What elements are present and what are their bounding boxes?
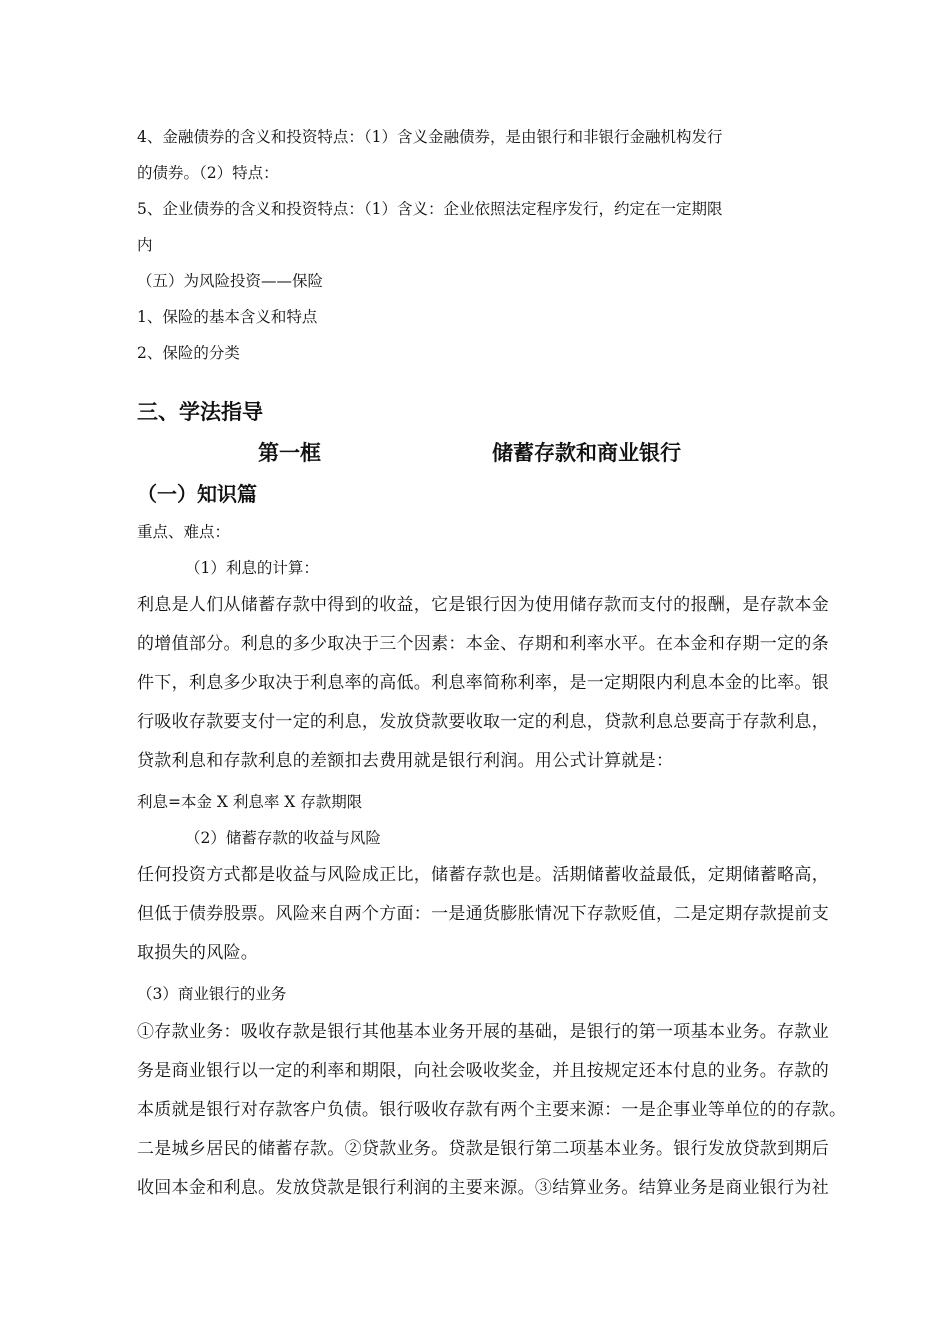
- item3-paragraph-line: 收回本金和利息。发放贷款是银行利润的主要来源。③结算业务。结算业务是商业银行为社: [137, 1178, 829, 1198]
- item1-heading: （1）利息的计算：: [185, 559, 319, 577]
- text-line-financial-bond-cont: 的债券。（2）特点：: [137, 164, 279, 182]
- item1-paragraph-line: 利息是人们从储蓄存款中得到的收益，它是银行因为使用储存款而支付的报酬，是存款本金: [137, 595, 829, 615]
- item1-paragraph-line: 贷款利息和存款利息的差额扣去费用就是银行利润。用公式计算就是：: [137, 751, 674, 771]
- frame-title: 储蓄存款和商业银行: [492, 441, 681, 465]
- text-line-insurance-meaning: 1、保险的基本含义和特点: [137, 308, 318, 326]
- text-line-insurance-types: 2、保险的分类: [137, 344, 240, 362]
- frame-part-label: 第一框: [258, 441, 321, 465]
- item3-heading: （3）商业银行的业务: [137, 985, 287, 1003]
- item1-paragraph-line: 件下，利息多少取决于利息率的高低。利息率简称利率，是一定期限内利息本金的比率。银: [137, 673, 829, 693]
- text-line-corporate-bond: 5、企业债券的含义和投资特点：（1）含义：企业依照法定程序发行，约定在一定期限: [137, 200, 723, 218]
- item1-paragraph-line: 行吸收存款要支付一定的利息，发放贷款要收取一定的利息，贷款利息总要高于存款利息，: [137, 712, 829, 732]
- text-line-corporate-bond-cont: 内: [137, 236, 153, 254]
- section-heading: 三、学法指导: [137, 400, 263, 424]
- text-line-financial-bond: 4、金融债券的含义和投资特点：（1）含义金融债券，是由银行和非银行金融机构发行: [137, 128, 723, 146]
- item3-paragraph-line: 本质就是银行对存款客户负债。银行吸收存款有两个主要来源：一是企事业等单位的的存款。: [137, 1100, 847, 1120]
- focus-label: 重点、难点：: [137, 523, 231, 541]
- item2-paragraph-line: 取损失的风险。: [137, 943, 259, 963]
- item3-paragraph-line: ①存款业务：吸收存款是银行其他基本业务开展的基础，是银行的第一项基本业务。存款业: [137, 1022, 829, 1042]
- item1-paragraph-line: 的增值部分。利息的多少取决于三个因素：本金、存期和利率水平。在本金和存期一定的条: [137, 634, 829, 654]
- item3-paragraph-line: 二是城乡居民的储蓄存款。②贷款业务。贷款是银行第二项基本业务。银行发放贷款到期后: [137, 1139, 829, 1159]
- item2-paragraph-line: 但低于债券股票。风险来自两个方面：一是通货膨胀情况下存款贬值，二是定期存款提前支: [137, 904, 829, 924]
- item3-paragraph-line: 务是商业银行以一定的利率和期限，向社会吸收奖金，并且按规定还本付息的业务。存款的: [137, 1061, 829, 1081]
- item2-heading: （2）储蓄存款的收益与风险: [185, 829, 381, 847]
- item2-paragraph-line: 任何投资方式都是收益与风险成正比，储蓄存款也是。活期储蓄收益最低，定期储蓄略高，: [137, 865, 829, 885]
- text-line-insurance-heading: （五）为风险投资——保险: [137, 272, 324, 290]
- knowledge-heading: （一）知识篇: [137, 482, 257, 506]
- interest-formula: 利息=本金 X 利息率 X 存款期限: [137, 793, 363, 811]
